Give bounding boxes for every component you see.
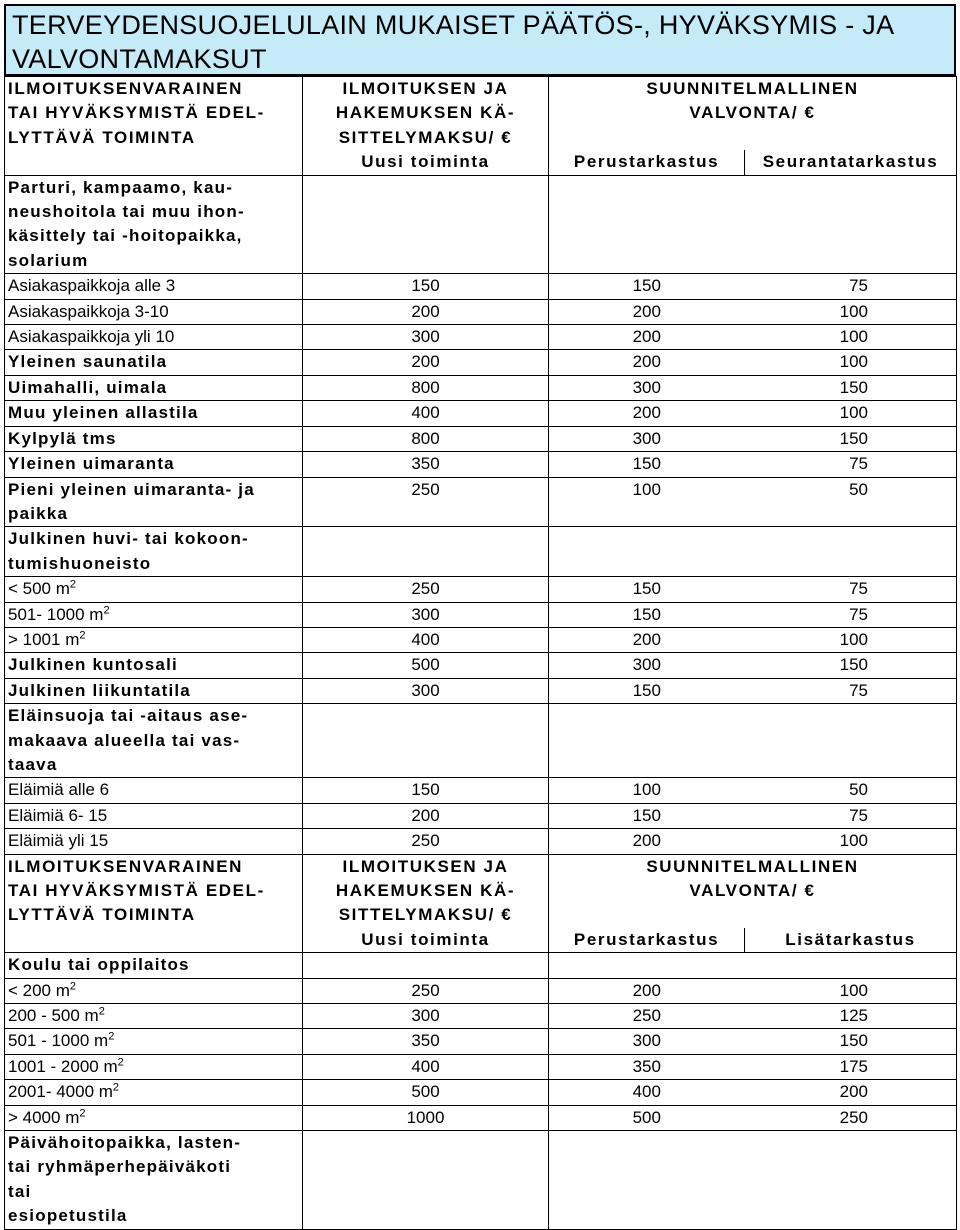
cell-line: Asiakaspaikkoja alle 3 (8, 276, 176, 296)
row-value: 200 (303, 299, 549, 324)
row-value (303, 175, 549, 274)
table-row (5, 401, 957, 426)
table-row (5, 299, 957, 324)
row-value: 75 (745, 803, 957, 828)
cell-line: SUUNNITELMALLINEN (646, 79, 859, 98)
cell-line: paikka (8, 503, 69, 523)
row-label-text: > 4000 m (8, 1107, 80, 1127)
row-label (5, 401, 303, 426)
row-value: 500 (303, 653, 549, 678)
superscript: 2 (108, 1030, 115, 1043)
row-value: 200 (549, 829, 745, 854)
row-value: 200 (549, 350, 745, 375)
header-sub-1: Perustarkastus (549, 928, 745, 953)
row-value: 500 (303, 1080, 549, 1105)
row-value: 100 (549, 477, 745, 527)
row-value: 200 (549, 299, 745, 324)
row-label (5, 1004, 303, 1029)
row-label-text: 200 - 500 m (8, 1006, 99, 1026)
table-row (5, 953, 957, 978)
cell-line: Päivähoitopaikka, lasten- (8, 1133, 242, 1153)
row-label (5, 602, 303, 627)
row-value: 200 (549, 401, 745, 426)
row-value: 400 (549, 1080, 745, 1105)
row-value: 200 (303, 350, 549, 375)
row-label (5, 1131, 303, 1230)
row-label (5, 175, 303, 274)
table-row (5, 1131, 957, 1230)
cell-line: solarium (8, 250, 89, 270)
row-label (5, 678, 303, 703)
table-row (5, 978, 957, 1003)
cell-line: HAKEMUKSEN KÄ- (335, 103, 516, 123)
row-label (5, 1054, 303, 1079)
table-row (5, 803, 957, 828)
row-value: 300 (549, 1029, 745, 1054)
cell-line: Julkinen liikuntatila (8, 680, 191, 700)
cell-line: ILMOITUKSENVARAINEN (8, 79, 244, 98)
table-row (5, 527, 957, 577)
row-value: 200 (549, 325, 745, 350)
row-value: 300 (549, 653, 745, 678)
row-value (303, 953, 549, 978)
superscript: 2 (98, 1005, 105, 1018)
table-row (5, 426, 957, 451)
table-row (5, 1004, 957, 1029)
row-value: 300 (303, 325, 549, 350)
fee-table (4, 76, 957, 1230)
cell-line: Eläinsuoja tai -aitaus ase- (8, 706, 249, 726)
header-fee (303, 77, 549, 151)
cell-line: SITTELYMAKSU/ € (338, 905, 513, 925)
header-sub-0: Uusi toiminta (303, 928, 549, 953)
cell-line: tai ryhmäperhepäiväkoti (8, 1157, 232, 1177)
table-row (5, 175, 957, 274)
row-label (5, 704, 303, 778)
header-supervision (549, 77, 957, 151)
row-value: 75 (745, 274, 957, 299)
row-label (5, 953, 303, 978)
row-value: 100 (745, 350, 957, 375)
row-value: 100 (745, 325, 957, 350)
row-value: 150 (549, 678, 745, 703)
superscript: 2 (69, 979, 77, 992)
header-sub-2: Lisätarkastus (745, 928, 957, 953)
row-label (5, 477, 303, 527)
superscript: 2 (117, 1056, 124, 1069)
table-row (5, 678, 957, 703)
row-label (5, 627, 303, 652)
row-value: 150 (303, 778, 549, 803)
row-value (549, 953, 957, 978)
row-value: 250 (303, 978, 549, 1003)
row-value: 250 (303, 829, 549, 854)
row-value (549, 527, 957, 577)
cell-line: ILMOITUKSEN JA (342, 856, 509, 876)
row-value: 75 (745, 577, 957, 602)
row-value: 175 (745, 1054, 957, 1079)
row-value: 150 (745, 375, 957, 400)
row-label-text: < 200 m (8, 980, 70, 1000)
cell-line: Julkinen huvi- tai kokoon- (8, 529, 249, 549)
row-value: 250 (745, 1105, 957, 1130)
cell-line: Eläimiä yli 15 (8, 831, 109, 851)
row-value: 150 (549, 577, 745, 602)
row-value: 400 (303, 627, 549, 652)
row-label (5, 375, 303, 400)
cell-line: tai (8, 1181, 32, 1201)
header-supervision (549, 854, 957, 928)
row-label (5, 1105, 303, 1130)
cell-line: tumishuoneisto (8, 553, 152, 573)
cell-line: SITTELYMAKSU/ € (338, 127, 513, 147)
row-label (5, 829, 303, 854)
row-value: 150 (549, 803, 745, 828)
superscript: 2 (112, 1081, 120, 1094)
table-row (5, 577, 957, 602)
row-value: 800 (303, 426, 549, 451)
table-row (5, 704, 957, 778)
row-value: 100 (745, 829, 957, 854)
cell-line: Yleinen saunatila (8, 352, 168, 372)
row-value: 400 (303, 401, 549, 426)
row-value: 200 (303, 803, 549, 828)
cell-line: Koulu tai oppilaitos (8, 955, 190, 975)
row-value: 350 (549, 1054, 745, 1079)
row-value: 150 (549, 452, 745, 477)
table-row (5, 627, 957, 652)
row-value: 500 (549, 1105, 745, 1130)
row-label (5, 299, 303, 324)
row-value (549, 175, 957, 274)
row-label-text: 501- 1000 m (8, 604, 104, 624)
row-label (5, 527, 303, 577)
header-activity (5, 854, 303, 953)
row-value: 125 (745, 1004, 957, 1029)
table-row (5, 1054, 957, 1079)
superscript: 2 (69, 578, 77, 591)
table-row (5, 778, 957, 803)
table-row (5, 829, 957, 854)
row-value: 75 (745, 602, 957, 627)
row-value: 300 (549, 426, 745, 451)
cell-line: esiopetustila (8, 1206, 128, 1226)
row-label-text: 1001 - 2000 m (8, 1056, 118, 1076)
row-value (549, 1131, 957, 1230)
cell-line: TAI HYVÄKSYMISTÄ EDEL- (8, 881, 265, 900)
row-value: 350 (303, 452, 549, 477)
row-value: 150 (549, 274, 745, 299)
row-value: 200 (549, 627, 745, 652)
cell-line: Eläimiä 6- 15 (8, 805, 108, 825)
cell-line: Kylpylä tms (8, 428, 117, 448)
superscript: 2 (79, 629, 86, 642)
header-sub-1: Perustarkastus (549, 150, 745, 175)
row-value: 150 (549, 602, 745, 627)
cell-line: HAKEMUKSEN KÄ- (335, 881, 516, 900)
row-value: 350 (303, 1029, 549, 1054)
row-value: 400 (303, 1054, 549, 1079)
table-row (5, 452, 957, 477)
row-label (5, 1029, 303, 1054)
row-value (303, 1131, 549, 1230)
row-label (5, 778, 303, 803)
row-label-text: 2001- 4000 m (8, 1082, 113, 1102)
row-label-text: > 1001 m (8, 629, 80, 649)
cell-line: taava (8, 754, 58, 774)
cell-line: VALVONTA/ € (689, 881, 816, 900)
row-label (5, 1080, 303, 1105)
header-fee (303, 854, 549, 928)
page-title: TERVEYDENSUOJELULAIN MUKAISET PÄÄTÖS-, HYVÄKSYMIS - JA VALVONTAMAKSUT (4, 4, 956, 76)
cell-line: ILMOITUKSEN JA (342, 79, 509, 98)
cell-line: Julkinen kuntosali (8, 655, 178, 675)
row-value: 150 (745, 1029, 957, 1054)
cell-line: Muu yleinen allastila (8, 403, 199, 423)
row-value: 150 (745, 426, 957, 451)
row-value: 300 (549, 375, 745, 400)
header-row (5, 77, 957, 151)
row-label (5, 803, 303, 828)
cell-line: Yleinen uimaranta (8, 454, 175, 474)
cell-line: Uimahalli, uimala (8, 377, 168, 397)
row-value: 150 (303, 274, 549, 299)
row-value: 100 (745, 299, 957, 324)
table-row (5, 653, 957, 678)
row-label-text: < 500 m (8, 579, 70, 599)
row-value: 250 (303, 577, 549, 602)
cell-line: TAI HYVÄKSYMISTÄ EDEL- (8, 103, 265, 123)
cell-line: LYTTÄVÄ TOIMINTA (8, 127, 196, 147)
table-row (5, 1105, 957, 1130)
row-label (5, 653, 303, 678)
row-value (303, 704, 549, 778)
row-value: 100 (549, 778, 745, 803)
row-value (549, 704, 957, 778)
row-label-text: 501 - 1000 m (8, 1031, 109, 1051)
row-value: 250 (549, 1004, 745, 1029)
row-value: 200 (549, 978, 745, 1003)
table-row (5, 1029, 957, 1054)
superscript: 2 (79, 1107, 86, 1119)
row-label (5, 325, 303, 350)
cell-line: Eläimiä alle 6 (8, 780, 110, 800)
cell-line: käsittely tai -hoitopaikka, (8, 226, 243, 246)
cell-line: VALVONTA/ € (689, 103, 816, 123)
table-row (5, 350, 957, 375)
row-label (5, 350, 303, 375)
row-value: 800 (303, 375, 549, 400)
row-value: 50 (745, 477, 957, 527)
cell-line: SUUNNITELMALLINEN (646, 856, 859, 876)
row-value: 300 (303, 678, 549, 703)
superscript: 2 (103, 603, 110, 616)
header-row (5, 854, 957, 928)
cell-line: Asiakaspaikkoja yli 10 (8, 327, 175, 347)
row-value: 250 (303, 477, 549, 527)
cell-line: LYTTÄVÄ TOIMINTA (8, 905, 196, 925)
row-label (5, 978, 303, 1003)
table-row (5, 477, 957, 527)
row-value: 200 (745, 1080, 957, 1105)
row-value (303, 527, 549, 577)
header-activity (5, 77, 303, 176)
row-value: 50 (745, 778, 957, 803)
header-sub-2: Seurantatarkastus (745, 150, 957, 175)
row-value: 300 (303, 1004, 549, 1029)
table-row (5, 1080, 957, 1105)
table-row (5, 602, 957, 627)
cell-line: makaava alueella tai vas- (8, 730, 241, 750)
row-value: 75 (745, 452, 957, 477)
row-value: 150 (745, 653, 957, 678)
row-value: 100 (745, 627, 957, 652)
row-label (5, 452, 303, 477)
row-value: 100 (745, 401, 957, 426)
row-value: 100 (745, 978, 957, 1003)
row-value: 300 (303, 602, 549, 627)
row-label (5, 274, 303, 299)
table-row (5, 325, 957, 350)
cell-line: Asiakaspaikkoja 3-10 (8, 301, 169, 321)
cell-line: neushoitola tai muu ihon- (8, 202, 245, 222)
header-sub-0: Uusi toiminta (303, 150, 549, 175)
row-value: 75 (745, 678, 957, 703)
cell-line: ILMOITUKSENVARAINEN (8, 856, 244, 876)
row-label (5, 577, 303, 602)
cell-line: Parturi, kampaamo, kau- (8, 177, 234, 197)
cell-line: Pieni yleinen uimaranta- ja (8, 479, 255, 499)
table-row (5, 274, 957, 299)
row-label (5, 426, 303, 451)
row-value: 1000 (303, 1105, 549, 1130)
table-row (5, 375, 957, 400)
